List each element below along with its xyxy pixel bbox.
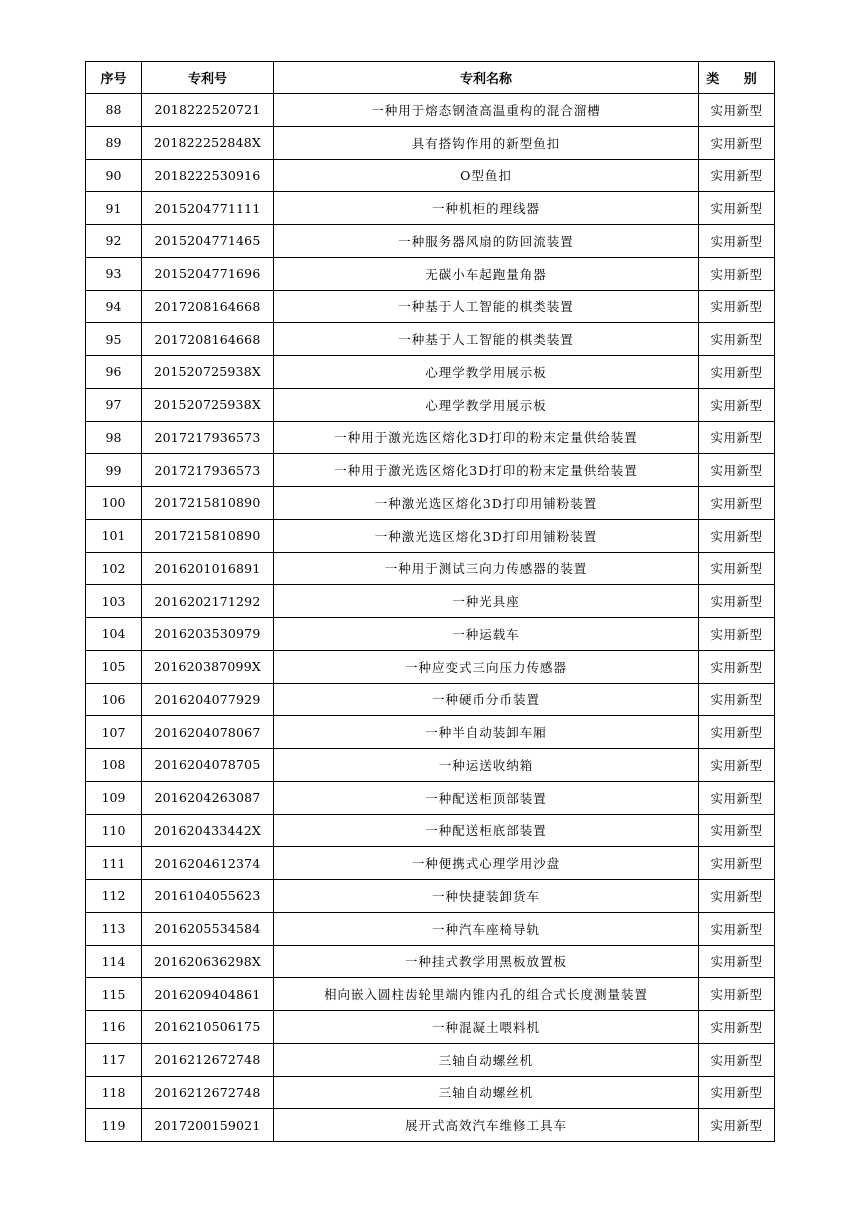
- row-patent-name-cell: 心理学教学用展示板: [274, 356, 699, 389]
- row-category-cell: 实用新型: [699, 1076, 775, 1109]
- table-row: [86, 225, 775, 258]
- row-patent-number-cell: 2016209404861: [142, 978, 274, 1011]
- table-row: [86, 880, 775, 913]
- row-category-cell: 实用新型: [699, 126, 775, 159]
- row-category-cell: 实用新型: [699, 552, 775, 585]
- row-category-cell: 实用新型: [699, 1011, 775, 1044]
- row-patent-number-cell: 2016205534584: [142, 912, 274, 945]
- row-patent-number-cell: 2016202171292: [142, 585, 274, 618]
- row-patent-number-cell: 201520725938X: [142, 388, 274, 421]
- row-seq-cell: 100: [86, 487, 142, 520]
- row-patent-number-cell: 2016204077929: [142, 683, 274, 716]
- row-patent-number-cell: 2016212672748: [142, 1076, 274, 1109]
- row-patent-name-cell: 一种挂式教学用黑板放置板: [274, 945, 699, 978]
- table-row: [86, 192, 775, 225]
- row-category-cell: 实用新型: [699, 912, 775, 945]
- row-patent-number-cell: 2018222530916: [142, 159, 274, 192]
- row-category-cell: 实用新型: [699, 749, 775, 782]
- row-patent-number-cell: 2016210506175: [142, 1011, 274, 1044]
- row-patent-name-cell: 一种运送收纳箱: [274, 749, 699, 782]
- row-seq-cell: 90: [86, 159, 142, 192]
- row-category-cell: 实用新型: [699, 257, 775, 290]
- row-seq-cell: 113: [86, 912, 142, 945]
- table-row: [86, 290, 775, 323]
- row-patent-name-cell: 一种服务器风扇的防回流装置: [274, 225, 699, 258]
- row-patent-name-cell: 无碳小车起跑量角器: [274, 257, 699, 290]
- row-seq-cell: 109: [86, 781, 142, 814]
- row-seq-cell: 115: [86, 978, 142, 1011]
- row-patent-number-cell: 201620433442X: [142, 814, 274, 847]
- header-patent-name: 专利名称: [274, 62, 699, 94]
- row-patent-name-cell: 一种基于人工智能的棋类装置: [274, 323, 699, 356]
- row-category-cell: 实用新型: [699, 880, 775, 913]
- row-seq-cell: 111: [86, 847, 142, 880]
- row-category-cell: 实用新型: [699, 421, 775, 454]
- row-category-cell: 实用新型: [699, 290, 775, 323]
- row-category-cell: 实用新型: [699, 323, 775, 356]
- row-seq-cell: 103: [86, 585, 142, 618]
- row-seq-cell: 117: [86, 1043, 142, 1076]
- row-seq-cell: 88: [86, 94, 142, 127]
- row-patent-number-cell: 201822252848X: [142, 126, 274, 159]
- row-patent-name-cell: 具有搭钩作用的新型鱼扣: [274, 126, 699, 159]
- row-patent-number-cell: 2015204771111: [142, 192, 274, 225]
- row-patent-name-cell: 展开式高效汽车维修工具车: [274, 1109, 699, 1142]
- table-row: [86, 323, 775, 356]
- row-category-cell: 实用新型: [699, 519, 775, 552]
- row-seq-cell: 94: [86, 290, 142, 323]
- row-patent-name-cell: 一种便携式心理学用沙盘: [274, 847, 699, 880]
- row-seq-cell: 99: [86, 454, 142, 487]
- row-category-cell: 实用新型: [699, 1109, 775, 1142]
- row-patent-name-cell: 一种光具座: [274, 585, 699, 618]
- row-patent-name-cell: 一种用于激光选区熔化3D打印的粉末定量供给装置: [274, 454, 699, 487]
- row-patent-number-cell: 2017208164668: [142, 290, 274, 323]
- row-patent-number-cell: 2015204771465: [142, 225, 274, 258]
- row-patent-number-cell: 2016104055623: [142, 880, 274, 913]
- row-category-cell: 实用新型: [699, 945, 775, 978]
- row-patent-name-cell: O型鱼扣: [274, 159, 699, 192]
- row-category-cell: 实用新型: [699, 1043, 775, 1076]
- table-row: [86, 683, 775, 716]
- row-patent-number-cell: 2017215810890: [142, 519, 274, 552]
- row-patent-number-cell: 2016201016891: [142, 552, 274, 585]
- row-category-cell: 实用新型: [699, 94, 775, 127]
- patent-table-body: [86, 94, 775, 1142]
- table-row: [86, 945, 775, 978]
- table-row: [86, 487, 775, 520]
- row-patent-number-cell: 2016212672748: [142, 1043, 274, 1076]
- row-category-cell: 实用新型: [699, 781, 775, 814]
- row-patent-number-cell: 2016204612374: [142, 847, 274, 880]
- row-patent-number-cell: 2016204078067: [142, 716, 274, 749]
- row-patent-name-cell: 三轴自动螺丝机: [274, 1043, 699, 1076]
- table-row: [86, 847, 775, 880]
- table-row: [86, 912, 775, 945]
- row-patent-number-cell: 201620636298X: [142, 945, 274, 978]
- row-seq-cell: 91: [86, 192, 142, 225]
- row-seq-cell: 108: [86, 749, 142, 782]
- row-patent-name-cell: 一种半自动装卸车厢: [274, 716, 699, 749]
- row-seq-cell: 98: [86, 421, 142, 454]
- row-patent-name-cell: 一种运载车: [274, 618, 699, 651]
- row-seq-cell: 97: [86, 388, 142, 421]
- table-row: [86, 1109, 775, 1142]
- row-patent-name-cell: 一种快捷装卸货车: [274, 880, 699, 913]
- row-category-cell: 实用新型: [699, 978, 775, 1011]
- table-row: [86, 781, 775, 814]
- table-row: [86, 1011, 775, 1044]
- row-patent-name-cell: 一种配送柜顶部装置: [274, 781, 699, 814]
- row-seq-cell: 105: [86, 650, 142, 683]
- table-row: [86, 552, 775, 585]
- row-patent-name-cell: 一种配送柜底部装置: [274, 814, 699, 847]
- row-patent-name-cell: 一种用于激光选区熔化3D打印的粉末定量供给装置: [274, 421, 699, 454]
- row-patent-name-cell: 一种机柜的理线器: [274, 192, 699, 225]
- row-seq-cell: 93: [86, 257, 142, 290]
- row-patent-number-cell: 201620387099X: [142, 650, 274, 683]
- row-category-cell: 实用新型: [699, 454, 775, 487]
- row-patent-name-cell: 一种用于熔态钢渣高温重构的混合溜槽: [274, 94, 699, 127]
- row-patent-name-cell: 一种激光选区熔化3D打印用铺粉装置: [274, 519, 699, 552]
- patent-table-header: [86, 62, 775, 94]
- row-patent-number-cell: 2017217936573: [142, 454, 274, 487]
- row-seq-cell: 110: [86, 814, 142, 847]
- row-patent-name-cell: 相向嵌入圆柱齿轮里端内锥内孔的组合式长度测量装置: [274, 978, 699, 1011]
- row-patent-name-cell: 一种汽车座椅导轨: [274, 912, 699, 945]
- row-patent-name-cell: 心理学教学用展示板: [274, 388, 699, 421]
- table-row: [86, 650, 775, 683]
- table-row: [86, 388, 775, 421]
- row-seq-cell: 102: [86, 552, 142, 585]
- row-category-cell: 实用新型: [699, 618, 775, 651]
- table-row: [86, 1076, 775, 1109]
- row-patent-number-cell: 2017215810890: [142, 487, 274, 520]
- row-category-cell: 实用新型: [699, 225, 775, 258]
- row-seq-cell: 106: [86, 683, 142, 716]
- table-row: [86, 126, 775, 159]
- row-seq-cell: 114: [86, 945, 142, 978]
- row-patent-number-cell: 2016203530979: [142, 618, 274, 651]
- table-row: [86, 585, 775, 618]
- row-patent-number-cell: 2017208164668: [142, 323, 274, 356]
- row-patent-name-cell: 一种应变式三向压力传感器: [274, 650, 699, 683]
- row-category-cell: 实用新型: [699, 716, 775, 749]
- row-seq-cell: 95: [86, 323, 142, 356]
- row-category-cell: 实用新型: [699, 487, 775, 520]
- row-seq-cell: 118: [86, 1076, 142, 1109]
- row-category-cell: 实用新型: [699, 388, 775, 421]
- patent-table: [85, 61, 775, 1142]
- table-row: [86, 814, 775, 847]
- row-category-cell: 实用新型: [699, 585, 775, 618]
- row-patent-name-cell: 一种基于人工智能的棋类装置: [274, 290, 699, 323]
- header-category: 类 别: [699, 62, 775, 94]
- row-patent-number-cell: 2018222520721: [142, 94, 274, 127]
- row-seq-cell: 116: [86, 1011, 142, 1044]
- row-category-cell: 实用新型: [699, 683, 775, 716]
- row-patent-number-cell: 201520725938X: [142, 356, 274, 389]
- row-category-cell: 实用新型: [699, 159, 775, 192]
- row-patent-name-cell: 一种用于测试三向力传感器的装置: [274, 552, 699, 585]
- row-category-cell: 实用新型: [699, 356, 775, 389]
- table-row: [86, 257, 775, 290]
- row-patent-number-cell: 2017200159021: [142, 1109, 274, 1142]
- row-seq-cell: 104: [86, 618, 142, 651]
- table-row: [86, 94, 775, 127]
- row-category-cell: 实用新型: [699, 650, 775, 683]
- table-row: [86, 749, 775, 782]
- row-seq-cell: 92: [86, 225, 142, 258]
- row-patent-number-cell: 2016204078705: [142, 749, 274, 782]
- row-seq-cell: 107: [86, 716, 142, 749]
- row-category-cell: 实用新型: [699, 847, 775, 880]
- row-category-cell: 实用新型: [699, 192, 775, 225]
- row-patent-number-cell: 2015204771696: [142, 257, 274, 290]
- row-patent-name-cell: 一种硬币分币装置: [274, 683, 699, 716]
- table-row: [86, 159, 775, 192]
- row-seq-cell: 101: [86, 519, 142, 552]
- table-row: [86, 1043, 775, 1076]
- header-row: [86, 62, 775, 94]
- row-patent-name-cell: 一种混凝土喂料机: [274, 1011, 699, 1044]
- table-row: [86, 716, 775, 749]
- header-patent-number: 专利号: [142, 62, 274, 94]
- table-row: [86, 454, 775, 487]
- header-seq: 序号: [86, 62, 142, 94]
- row-seq-cell: 112: [86, 880, 142, 913]
- table-row: [86, 978, 775, 1011]
- row-category-cell: 实用新型: [699, 814, 775, 847]
- table-row: [86, 356, 775, 389]
- row-seq-cell: 89: [86, 126, 142, 159]
- table-row: [86, 421, 775, 454]
- table-row: [86, 618, 775, 651]
- row-seq-cell: 96: [86, 356, 142, 389]
- row-patent-number-cell: 2016204263087: [142, 781, 274, 814]
- row-seq-cell: 119: [86, 1109, 142, 1142]
- row-patent-name-cell: 一种激光选区熔化3D打印用铺粉装置: [274, 487, 699, 520]
- table-row: [86, 519, 775, 552]
- row-patent-name-cell: 三轴自动螺丝机: [274, 1076, 699, 1109]
- row-patent-number-cell: 2017217936573: [142, 421, 274, 454]
